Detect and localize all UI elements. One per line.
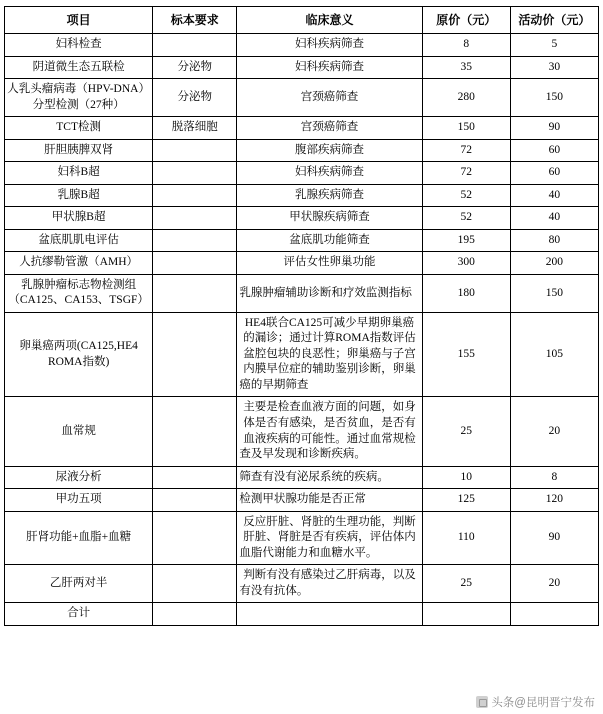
cell-item: 肝胆胰脾双肾 xyxy=(5,139,153,162)
cell-promo-price: 8 xyxy=(510,466,598,489)
cell-item: 乳腺肿瘤标志物检测组（CA125、CA153、TSGF） xyxy=(5,274,153,312)
cell-promo-price: 40 xyxy=(510,207,598,230)
cell-specimen xyxy=(153,184,237,207)
watermark xyxy=(476,694,595,710)
table-row xyxy=(5,397,599,466)
cell-original-price xyxy=(422,603,510,626)
cell-promo-price: 5 xyxy=(510,34,598,57)
cell-item: 肝肾功能+血脂+血糖 xyxy=(5,511,153,565)
cell-item: 人乳头瘤病毒（HPV-DNA）分型检测（27种） xyxy=(5,79,153,117)
cell-item: TCT检测 xyxy=(5,117,153,140)
table-row-total xyxy=(5,603,599,626)
cell-specimen: 分泌物 xyxy=(153,79,237,117)
cell-meaning: 主要是检查血液方面的问题，如身体是否有感染，是否贫血，是否有血液疾病的可能性。通过血常规检查及早发现和诊断疾病。 xyxy=(237,397,422,466)
cell-item: 乳腺B超 xyxy=(5,184,153,207)
cell-meaning: 妇科疾病筛查 xyxy=(237,162,422,185)
cell-promo-price: 150 xyxy=(510,274,598,312)
cell-item: 妇科B超 xyxy=(5,162,153,185)
cell-meaning: 甲状腺疾病筛查 xyxy=(237,207,422,230)
cell-promo-price: 60 xyxy=(510,139,598,162)
cell-original-price: 125 xyxy=(422,489,510,512)
table-row xyxy=(5,229,599,252)
cell-original-price: 52 xyxy=(422,184,510,207)
cell-item: 人抗缪勒管激（AMH） xyxy=(5,252,153,275)
table-row xyxy=(5,466,599,489)
cell-item: 阴道微生态五联检 xyxy=(5,56,153,79)
column-header-specimen: 标本要求 xyxy=(153,7,237,34)
cell-original-price: 110 xyxy=(422,511,510,565)
cell-specimen xyxy=(153,511,237,565)
cell-specimen xyxy=(153,229,237,252)
toutiao-logo-icon xyxy=(476,696,488,708)
cell-specimen xyxy=(153,274,237,312)
cell-specimen: 分泌物 xyxy=(153,56,237,79)
table-row xyxy=(5,511,599,565)
cell-promo-price: 60 xyxy=(510,162,598,185)
cell-promo-price: 150 xyxy=(510,79,598,117)
cell-item: 卵巢癌两项(CA125,HE4 ROMA指数) xyxy=(5,312,153,397)
cell-original-price: 25 xyxy=(422,565,510,603)
cell-meaning: 评估女性卵巢功能 xyxy=(237,252,422,275)
cell-specimen xyxy=(153,397,237,466)
cell-meaning: 宫颈癌筛查 xyxy=(237,117,422,140)
cell-specimen xyxy=(153,162,237,185)
cell-specimen xyxy=(153,207,237,230)
cell-specimen xyxy=(153,466,237,489)
cell-item: 甲状腺B超 xyxy=(5,207,153,230)
cell-meaning: 盆底肌功能筛查 xyxy=(237,229,422,252)
cell-meaning: 宫颈癌筛查 xyxy=(237,79,422,117)
table-row xyxy=(5,162,599,185)
cell-meaning: 判断有没有感染过乙肝病毒，以及有没有抗体。 xyxy=(237,565,422,603)
cell-specimen xyxy=(153,603,237,626)
health-checkup-price-table xyxy=(4,6,599,626)
column-header-promo-price: 活动价（元） xyxy=(510,7,598,34)
table-row xyxy=(5,489,599,512)
cell-specimen xyxy=(153,34,237,57)
cell-meaning: 妇科疾病筛查 xyxy=(237,56,422,79)
cell-original-price: 155 xyxy=(422,312,510,397)
column-header-original-price: 原价（元） xyxy=(422,7,510,34)
cell-promo-price: 105 xyxy=(510,312,598,397)
table-body xyxy=(5,34,599,625)
cell-meaning: 腹部疾病筛查 xyxy=(237,139,422,162)
table-row xyxy=(5,56,599,79)
cell-specimen xyxy=(153,139,237,162)
cell-promo-price: 90 xyxy=(510,117,598,140)
cell-promo-price: 90 xyxy=(510,511,598,565)
cell-specimen: 脱落细胞 xyxy=(153,117,237,140)
table-row xyxy=(5,252,599,275)
cell-original-price: 10 xyxy=(422,466,510,489)
cell-original-price: 195 xyxy=(422,229,510,252)
table-row xyxy=(5,139,599,162)
cell-promo-price: 80 xyxy=(510,229,598,252)
table-header-row xyxy=(5,7,599,34)
cell-specimen xyxy=(153,489,237,512)
cell-specimen xyxy=(153,312,237,397)
cell-promo-price: 30 xyxy=(510,56,598,79)
cell-original-price: 300 xyxy=(422,252,510,275)
cell-specimen xyxy=(153,252,237,275)
table-header xyxy=(5,7,599,34)
table-row xyxy=(5,207,599,230)
cell-item: 甲功五项 xyxy=(5,489,153,512)
cell-original-price: 8 xyxy=(422,34,510,57)
cell-promo-price: 120 xyxy=(510,489,598,512)
table-row xyxy=(5,274,599,312)
cell-item: 妇科检查 xyxy=(5,34,153,57)
table-row xyxy=(5,79,599,117)
cell-meaning: 反应肝脏、肾脏的生理功能，判断肝脏、肾脏是否有疾病，评估体内血脂代谢能力和血糖水平。 xyxy=(237,511,422,565)
cell-meaning: 乳腺疾病筛查 xyxy=(237,184,422,207)
table-row xyxy=(5,34,599,57)
cell-original-price: 72 xyxy=(422,162,510,185)
table-row xyxy=(5,312,599,397)
cell-original-price: 52 xyxy=(422,207,510,230)
cell-original-price: 72 xyxy=(422,139,510,162)
cell-item: 盆底肌肌电评估 xyxy=(5,229,153,252)
cell-item: 尿液分析 xyxy=(5,466,153,489)
cell-original-price: 180 xyxy=(422,274,510,312)
cell-meaning xyxy=(237,603,422,626)
cell-specimen xyxy=(153,565,237,603)
watermark-text: 头条@昆明晋宁发布 xyxy=(491,697,595,709)
cell-promo-price: 40 xyxy=(510,184,598,207)
cell-original-price: 25 xyxy=(422,397,510,466)
cell-meaning: 筛查有没有泌尿系统的疾病。 xyxy=(237,466,422,489)
cell-original-price: 35 xyxy=(422,56,510,79)
cell-meaning: 妇科疾病筛查 xyxy=(237,34,422,57)
table-row xyxy=(5,184,599,207)
cell-meaning: 检测甲状腺功能是否正常 xyxy=(237,489,422,512)
cell-promo-price xyxy=(510,603,598,626)
table-row xyxy=(5,565,599,603)
cell-item: 乙肝两对半 xyxy=(5,565,153,603)
cell-original-price: 280 xyxy=(422,79,510,117)
cell-promo-price: 20 xyxy=(510,565,598,603)
cell-original-price: 150 xyxy=(422,117,510,140)
table-row xyxy=(5,117,599,140)
cell-promo-price: 20 xyxy=(510,397,598,466)
cell-promo-price: 200 xyxy=(510,252,598,275)
column-header-item: 项目 xyxy=(5,7,153,34)
column-header-meaning: 临床意义 xyxy=(237,7,422,34)
cell-item: 血常规 xyxy=(5,397,153,466)
cell-meaning: 乳腺肿瘤辅助诊断和疗效监测指标 xyxy=(237,274,422,312)
cell-item: 合计 xyxy=(5,603,153,626)
cell-meaning: HE4联合CA125可减少早期卵巢癌的漏诊；通过计算ROMA指数评估盆腔包块的良恶性；卵巢癌与子宫内膜早位症的辅助鉴别诊断，卵巢癌的早期筛查 xyxy=(237,312,422,397)
